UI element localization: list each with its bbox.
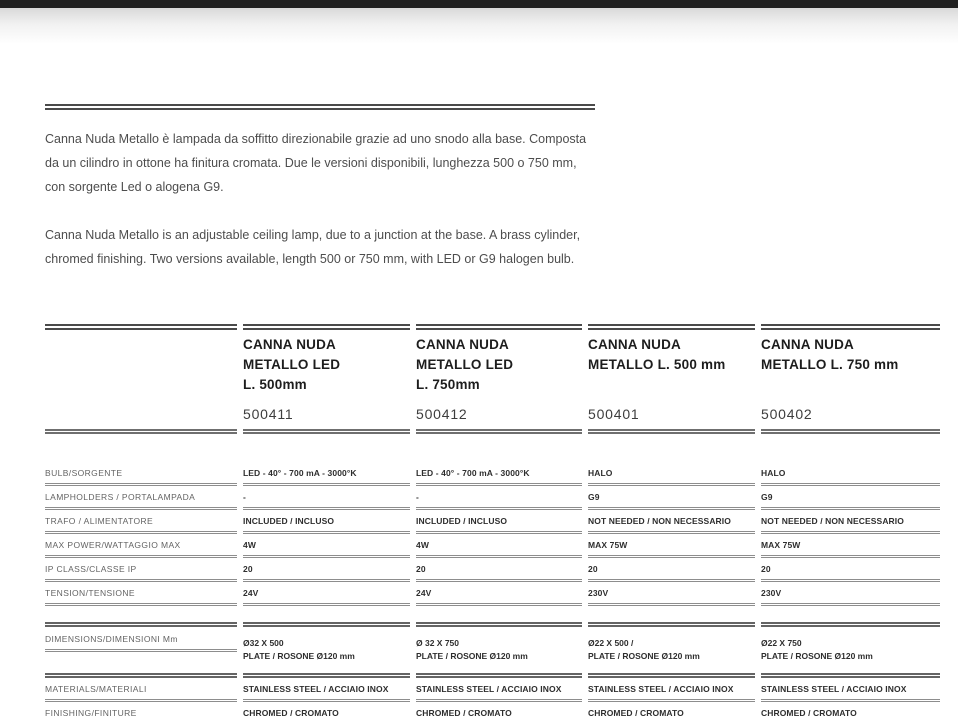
spec-value: CHROMED / CROMATO xyxy=(243,702,410,716)
browser-top-bar xyxy=(0,0,958,8)
spec-value-cell xyxy=(761,634,940,663)
product-name xyxy=(416,335,582,395)
product-header-row xyxy=(45,324,940,434)
spec-value: CHROMED / CROMATO xyxy=(761,702,940,716)
spec-row-materials xyxy=(45,678,940,702)
dimension-plate: PLATE / ROSONE Ø120 mm xyxy=(416,651,528,661)
spec-value-cell xyxy=(243,634,410,663)
spec-value: STAINLESS STEEL / ACCIAIO INOX xyxy=(243,678,410,702)
intro-divider xyxy=(45,104,595,110)
spec-value: MAX 75W xyxy=(588,534,755,558)
spec-label: MAX POWER/WATTAGGIO MAX xyxy=(45,534,237,558)
spec-row-tension xyxy=(45,582,940,606)
product-column-2 xyxy=(416,324,582,434)
spec-value: HALO xyxy=(588,462,755,486)
spec-value: 4W xyxy=(416,534,582,558)
product-name-line: METALLO LED xyxy=(243,357,341,372)
spec-value: 20 xyxy=(588,558,755,582)
spec-value: NOT NEEDED / NON NECESSARIO xyxy=(588,510,755,534)
product-name-line: L. 500mm xyxy=(243,377,307,392)
spec-label: BULB/SORGENTE xyxy=(45,462,237,486)
spec-rows xyxy=(45,462,940,716)
spec-value: 4W xyxy=(243,534,410,558)
spec-label: MATERIALS/MATERIALI xyxy=(45,678,237,702)
spec-label: DIMENSIONS/DIMENSIONI Mm xyxy=(45,634,178,644)
rule-segment xyxy=(761,622,940,627)
description-italian-line: Canna Nuda Metallo è lampada da soffitto direzionabile grazie ad uno snodo alla base. Composta xyxy=(45,132,587,146)
product-name-line: METALLO L. 750 mm xyxy=(761,357,899,372)
dimension-size: Ø32 X 500 xyxy=(243,638,284,648)
spec-value: G9 xyxy=(588,486,755,510)
product-code: 500402 xyxy=(761,406,813,422)
rule-segment xyxy=(45,622,237,627)
spec-value: STAINLESS STEEL / ACCIAIO INOX xyxy=(588,678,755,702)
spec-value: LED - 40° - 700 mA - 3000°K xyxy=(416,462,582,486)
product-name-line: CANNA NUDA xyxy=(588,337,681,352)
description-english-line: Canna Nuda Metallo is an adjustable ceiling lamp, due to a junction at the base. A brass cylinder, xyxy=(45,228,581,242)
spec-row-finishing xyxy=(45,702,940,716)
rule-segment xyxy=(588,622,755,627)
product-name-line: CANNA NUDA xyxy=(416,337,509,352)
description-italian-line: con sorgente Led o alogena G9. xyxy=(45,180,224,194)
spec-value: INCLUDED / INCLUSO xyxy=(416,510,582,534)
spec-row-max-power xyxy=(45,534,940,558)
spec-value: HALO xyxy=(761,462,940,486)
rule-segment xyxy=(416,622,582,627)
dimension-size: Ø22 X 750 xyxy=(761,638,802,648)
spec-value: 20 xyxy=(243,558,410,582)
spec-value-cell xyxy=(416,634,582,663)
spec-value: 230V xyxy=(588,582,755,606)
spec-row-dimensions xyxy=(45,634,940,663)
product-column-4 xyxy=(761,324,940,434)
spec-value: G9 xyxy=(761,486,940,510)
page-content xyxy=(0,104,958,716)
spec-value: STAINLESS STEEL / ACCIAIO INOX xyxy=(761,678,940,702)
spec-value: STAINLESS STEEL / ACCIAIO INOX xyxy=(416,678,582,702)
spec-value: 20 xyxy=(761,558,940,582)
spec-value: - xyxy=(416,486,582,510)
label-underline xyxy=(45,649,237,652)
dimension-plate: PLATE / ROSONE Ø120 mm xyxy=(588,651,700,661)
dimension-size: Ø 32 X 750 xyxy=(416,638,460,648)
spec-value: - xyxy=(243,486,410,510)
spec-row-lampholders xyxy=(45,486,940,510)
dimension-plate: PLATE / ROSONE Ø120 mm xyxy=(761,651,873,661)
product-column-3 xyxy=(588,324,755,434)
section-rule xyxy=(45,622,940,627)
spec-table xyxy=(45,324,940,716)
dimension-plate: PLATE / ROSONE Ø120 mm xyxy=(243,651,355,661)
spec-value: MAX 75W xyxy=(761,534,940,558)
spec-value: 24V xyxy=(416,582,582,606)
rule-segment xyxy=(243,622,410,627)
product-name-line: METALLO L. 500 mm xyxy=(588,357,726,372)
page-top-shadow xyxy=(0,8,958,44)
product-name-line: CANNA NUDA xyxy=(243,337,336,352)
product-column-1 xyxy=(243,324,410,434)
description-italian-line: da un cilindro in ottone ha finitura cromata. Due le versioni disponibili, lunghezza 500 o 750 mm, xyxy=(45,156,577,170)
product-name-line: L. 750mm xyxy=(416,377,480,392)
product-name-line: METALLO LED xyxy=(416,357,514,372)
spec-row-bulb xyxy=(45,462,940,486)
spec-label: TRAFO / ALIMENTATORE xyxy=(45,510,237,534)
spec-label: TENSION/TENSIONE xyxy=(45,582,237,606)
description-english xyxy=(45,223,958,271)
product-code: 500401 xyxy=(588,406,640,422)
product-name xyxy=(588,335,755,395)
spec-value: CHROMED / CROMATO xyxy=(416,702,582,716)
spec-value: NOT NEEDED / NON NECESSARIO xyxy=(761,510,940,534)
product-name xyxy=(761,335,940,395)
spec-label: IP CLASS/CLASSE IP xyxy=(45,558,237,582)
product-code: 500412 xyxy=(416,406,468,422)
spec-row-trafo xyxy=(45,510,940,534)
description-english-line: chromed finishing. Two versions available, length 500 or 750 mm, with LED or G9 halogen bulb. xyxy=(45,252,575,266)
spec-value: 24V xyxy=(243,582,410,606)
spec-label: LAMPHOLDERS / PORTALAMPADA xyxy=(45,486,237,510)
spec-value: LED - 40° - 700 mA - 3000°K xyxy=(243,462,410,486)
product-name xyxy=(243,335,410,395)
spec-value: CHROMED / CROMATO xyxy=(588,702,755,716)
spec-label: FINISHING/FINITURE xyxy=(45,702,237,716)
product-code: 500411 xyxy=(243,406,294,422)
spec-value: INCLUDED / INCLUSO xyxy=(243,510,410,534)
spec-value-cell xyxy=(588,634,755,663)
header-label-spacer xyxy=(45,324,237,434)
spec-row-ip-class xyxy=(45,558,940,582)
description-italian xyxy=(45,127,958,199)
spec-label-cell xyxy=(45,634,237,663)
spec-value: 230V xyxy=(761,582,940,606)
dimension-size: Ø22 X 500 / xyxy=(588,638,634,648)
spec-value: 20 xyxy=(416,558,582,582)
product-name-line: CANNA NUDA xyxy=(761,337,854,352)
